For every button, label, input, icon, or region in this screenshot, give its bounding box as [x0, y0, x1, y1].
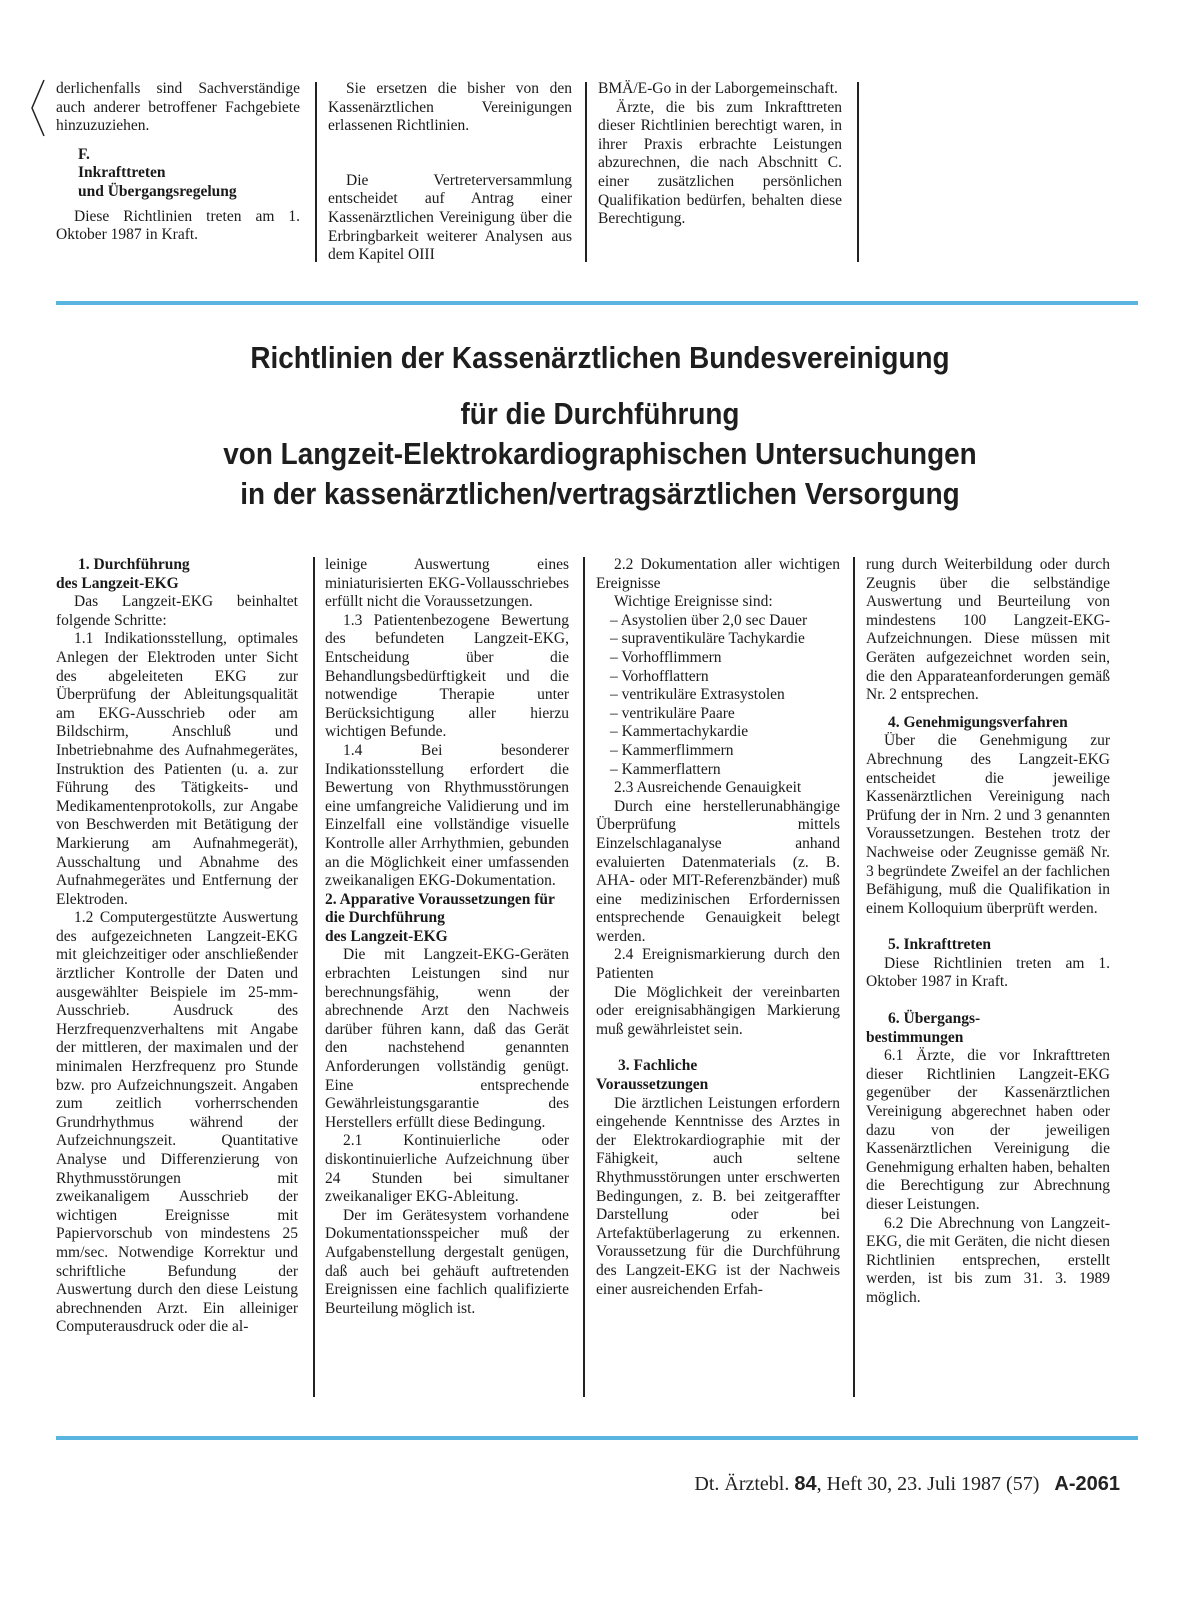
bottom-horizontal-rule: [56, 1436, 1138, 1440]
section-1-intro: Das Langzeit-EKG beinhaltet folgende Schritte:: [56, 593, 298, 629]
margin-chevron-icon: [30, 78, 46, 138]
section-4-paragraph: Über die Genehmigung zur Abrechnung des Langzeit-EKG entscheidet die jeweilige Kassenärztlichen Vereinigung nach Prüfung der in Nrn. 2 und 3 genannten Voraussetzungen. Bestehen trotz der Nachweise oder Zeugnisse gemäß Nr. 3 begründete Zweifel an der fachlichen Befähigung, muß die Qualifikation in einem Kolloquium überprüft werden.: [866, 732, 1110, 917]
top-column-divider-1: [315, 82, 317, 262]
section-2-4-paragraph: Die Möglichkeit der vereinbarten oder ereignisabhängigen Markierung muß gewährleistet sein.: [596, 983, 840, 1038]
section-5-heading: 5. Inkrafttreten: [888, 936, 992, 954]
list-item: – Vorhofflimmern: [610, 648, 722, 666]
list-item: – supraventikuläre Tachykardie: [610, 630, 805, 648]
list-item: – Vorhofflattern: [610, 667, 709, 685]
section-5-paragraph: Diese Richtlinien treten am 1. Oktober 1987 in Kraft.: [866, 954, 1110, 991]
section-2-3-heading: 2.3 Ausreichende Genauigkeit: [614, 779, 802, 797]
section-3-heading-line2: Voraussetzungen: [596, 1076, 709, 1094]
list-item: – Kammertachykardie: [610, 723, 749, 741]
section-6-heading-line1: 6. Übergangs-: [888, 1010, 981, 1028]
page-footer: [694, 1472, 1120, 1496]
section-2-heading-line2: des Langzeit-EKG: [325, 927, 448, 945]
top-c1-heading-line1: Inkrafttreten: [78, 164, 166, 182]
top-column-divider-3: [857, 82, 859, 262]
events-list: [596, 612, 840, 779]
top-c3-paragraph-2: Ärzte, die bis zum Inkrafttreten dieser Richtlinien berechtigt waren, in ihrer Praxis erbrachte Leistungen abzurechnen, die nach Abschnitt C. einer zusätzlichen persönlichen Qualifikation bedürfen, behalten diese Berechtigung.: [598, 98, 842, 228]
section-2-heading-line1: 2. Apparative Voraussetzungen für die Durchführung: [325, 890, 555, 927]
list-item: – ventrikuläre Extrasystolen: [610, 686, 785, 704]
section-6-1-paragraph: 6.1 Ärzte, die vor Inkrafttreten dieser Richtlinien Langzeit-EKG gegenüber der Kassenärztlichen Vereinigung abgerechnet haben oder dazu von der jeweiligen Kassenärztlichen Vereinigung die Genehmigung erhalten haben, behalten die Berechtigung zur Abrechnung dieser Leistungen.: [866, 1047, 1110, 1213]
section-6-2-paragraph: 6.2 Die Abrechnung von Langzeit-EKG, die mit Geräten, die nicht diesen Richtlinien entsprechen, erstellt werden, ist bis zum 31. 3. 1989 möglich.: [866, 1214, 1110, 1306]
footer-page-number: A-2061: [1054, 1473, 1120, 1495]
section-2-intro: Die mit Langzeit-EKG-Geräten erbrachten Leistungen sind nur berechnungsfähig, wenn der abrechnende Arzt den Nachweis darüber führen kann, daß das Gerät den nachstehend genannten Anforderungen vollständig genügt. Eine entsprechende Gewährleistungsgarantie des Herstellers erfüllt diese Bedingung.: [325, 946, 569, 1131]
section-6-heading-line2: bestimmungen: [866, 1028, 964, 1046]
section-3-continuation: rung durch Weiterbildung oder durch Zeugnis über die selbständige Auswertung und Beurteilung von mindestens 100 Langzeit-EKG-Aufzeichnungen. Diese müssen mit Geräten aufgezeichnet worden sein, die den Apparateanforderungen gemäß Nr. 2 entsprechen.: [866, 556, 1110, 704]
article-title-line-1: Richtlinien der Kassenärztlichen Bundesvereinigung: [250, 340, 950, 375]
top-c1-continuation: derlichenfalls sind Sachverständige auch anderer betroffener Fachgebiete hinzuzuziehen.: [56, 80, 300, 135]
section-2-4-heading: 2.4 Ereignismarkierung durch den Patienten: [596, 946, 840, 983]
section-1-2-continuation: leinige Auswertung eines miniaturisierten EKG-Vollausschriebes erfüllt nicht die Voraussetzungen.: [325, 556, 569, 611]
list-item: – ventrikuläre Paare: [610, 704, 735, 722]
top-c2-paragraph-1: Sie ersetzen die bisher von den Kassenärztlichen Vereinigungen erlassenen Richtlinien.: [328, 80, 572, 135]
section-2-1-paragraph: 2.1 Kontinuierliche oder diskontinuierliche Aufzeichnung über 24 Stunden bei simultaner zweikanaliger EKG-Ableitung.: [325, 1132, 569, 1206]
section-3-paragraph: Die ärztlichen Leistungen erfordern eingehende Kenntnisse des Arztes in der Elektrokardiographie mit der Fähigkeit, auch seltene Rhythmusstörungen unter erschwerten Bedingungen, z. B. bei zeitgeraffter Darstellung oder bei Artefaktüberlagerung zu erkennen. Voraussetzung für die Durchführung des Langzeit-EKG ist der Nachweis einer ausreichenden Erfah-: [596, 1094, 840, 1298]
top-column-1: [56, 80, 300, 245]
section-1-1-paragraph: 1.1 Indikationsstellung, optimales Anlegen der Elektroden unter Sicht des abgeleiteten EKG zur Überprüfung der Ableitungsqualität am EKG-Ausschrieb oder am Bildschirm, Anschluß und Inbetriebnahme des Aufnahmegerätes, Instruktion des Patienten (u. a. zur Führung des Tätigkeits- und Medikamentenprotokolls, zur Angabe von Beschwerden mit Betätigung der Markierung am Aufnahmegerät), Ausschaltung und Abnahme des Aufnahmegerätes und Entfernung der Elektroden.: [56, 630, 298, 908]
section-1-heading-line1: 1. Durchführung: [78, 556, 190, 573]
list-item: – Kammerflattern: [610, 760, 721, 778]
section-3-heading-line1: 3. Fachliche: [618, 1057, 698, 1075]
top-horizontal-rule: [56, 301, 1138, 305]
section-4-heading: 4. Genehmigungsverfahren: [888, 713, 1068, 731]
section-1-heading-line2: des Langzeit-EKG: [56, 574, 179, 592]
body-column-4: [866, 556, 1110, 1308]
section-2-2-heading: 2.2 Dokumentation aller wichtigen Ereignisse: [596, 556, 840, 592]
footer-issue: , Heft 30, 23. Juli 1987 (57): [816, 1473, 1040, 1495]
top-c1-heading-letter: F.: [78, 145, 90, 163]
top-column-2: [328, 80, 572, 265]
top-column-divider-2: [585, 82, 587, 262]
body-column-1: [56, 556, 298, 1337]
top-c1-paragraph: Diese Richtlinien treten am 1. Oktober 1987 in Kraft.: [56, 207, 300, 244]
body-column-2: [325, 556, 569, 1318]
footer-journal: Dt. Ärztebl.: [694, 1473, 790, 1495]
article-title-line-4: in der kassenärztlichen/vertragsärztlichen Versorgung: [240, 476, 960, 511]
footer-volume: 84: [794, 1473, 817, 1495]
top-c1-heading-line2: und Übergangsregelung: [78, 182, 237, 200]
top-c2-paragraph-2: Die Vertreterversammlung entscheidet auf Antrag einer Kassenärztlichen Vereinigung über die Erbringbarkeit weiterer Analysen aus dem Kapitel OIII: [328, 171, 572, 264]
body-column-divider-3: [853, 557, 855, 1397]
top-c3-paragraph-1: BMÄ/E-Go in der Laborgemeinschaft.: [598, 80, 838, 97]
section-2-3-paragraph: Durch eine herstellerunabhängige Überprüfung mittels Einzelschlaganalyse anhand evaluierten Datenmaterials (z. B. AHA- oder MIT-Referenzbänder) muß eine medizinischen Erfordernissen entsprechende Genauigkeit belegt werden.: [596, 797, 840, 945]
list-item: – Kammerflimmern: [610, 741, 734, 759]
section-2-2-intro: Wichtige Ereignisse sind:: [614, 593, 773, 611]
article-title-line-3: von Langzeit-Elektrokardiographischen Untersuchungen: [223, 436, 977, 471]
body-column-divider-1: [313, 557, 315, 1397]
section-1-4-paragraph: 1.4 Bei besonderer Indikationsstellung erfordert die Bewertung von Rhythmusstörungen eine umfangreiche Validierung und im Einzelfall eine vollständige visuelle Kontrolle aller Arrhythmien, gebunden an die Möglichkeit einer umfassenden zweikanaligen EKG-Dokumentation.: [325, 741, 569, 890]
section-2-1-storage-paragraph: Der im Gerätesystem vorhandene Dokumentationsspeicher muß der Aufgabenstellung dergestalt genügen, daß auch bei gehäuft auftretenden Ereignissen eine fachlich qualifizierte Beurteilung möglich ist.: [325, 1206, 569, 1317]
top-column-3: [598, 80, 842, 229]
body-column-divider-2: [583, 557, 585, 1397]
list-item: – Asystolien über 2,0 sec Dauer: [610, 611, 808, 629]
section-1-2-paragraph: 1.2 Computergestützte Auswertung des aufgezeichneten Langzeit-EKG mit gleichzeitiger oder anschließender ärztlicher Kontrolle der Daten und ausgewählter Beispiele im 25-mm-Ausschrieb. Ausdruck des Herzfrequenzverhaltens mit Angabe der mittleren, der maximalen und der minimalen Herzfrequenz pro Stunde bzw. pro Aufzeichnungszeit. Angaben zum zeitlich vorherrschenden Grundrhythmus während der Aufzeichnungszeit. Quantitative Analyse und Differenzierung von Rhythmusstörungen mit zweikanaligem Ausschrieb der wichtigen Ereignisse mit Papiervorschub von mindestens 25 mm/sec. Notwendige Korrektur und schriftliche Befundung der Auswertung durch den diese Leistung abrechnenden Arzt. Ein alleiniger Computerausdruck oder die al-: [56, 909, 298, 1336]
article-title-line-2: für die Durchführung: [460, 396, 740, 431]
section-1-3-paragraph: 1.3 Patientenbezogene Bewertung des befundeten Langzeit-EKG, Entscheidung über die Behandlungsbedürftigkeit und die notwendige Therapie unter Berücksichtigung aller hierzu wichtigen Befunde.: [325, 611, 569, 741]
body-column-3: [596, 556, 840, 1299]
